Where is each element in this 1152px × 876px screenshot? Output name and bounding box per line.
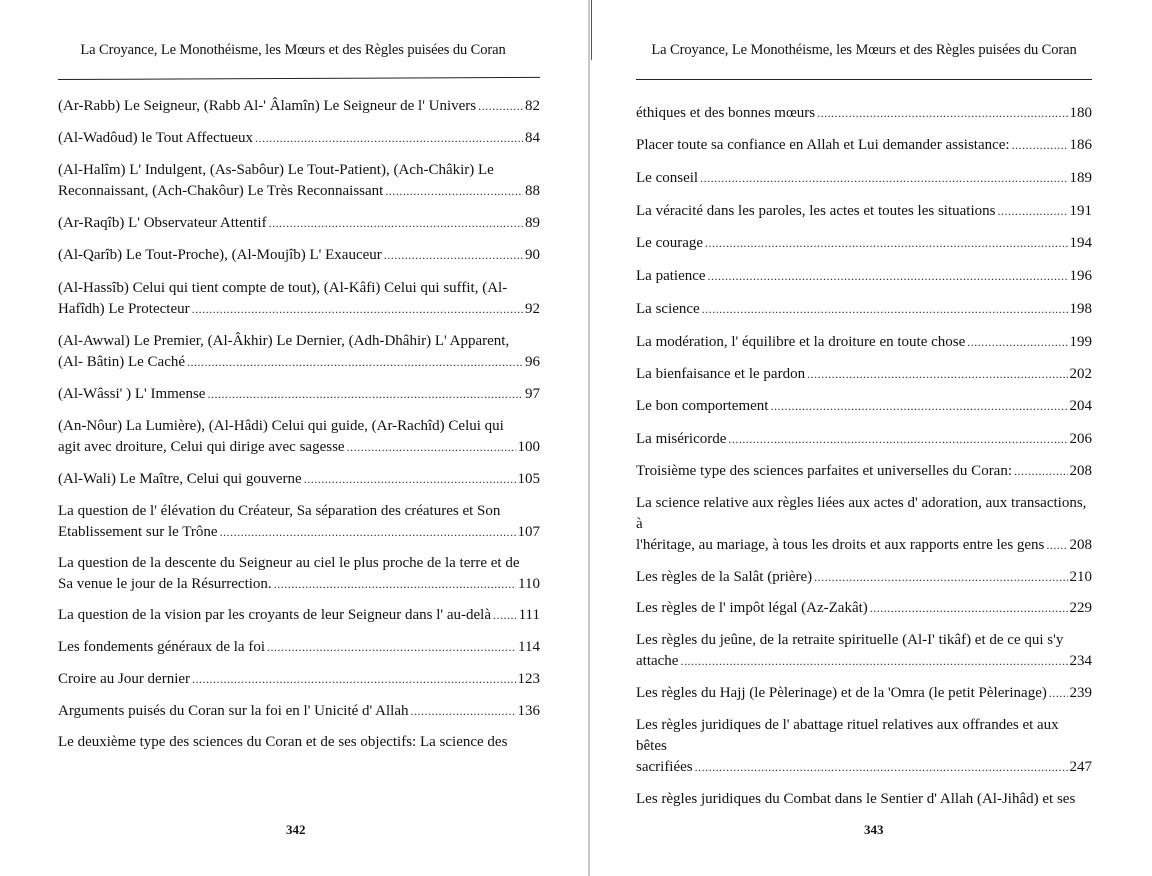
dot-leader bbox=[385, 181, 523, 202]
dot-leader bbox=[187, 352, 523, 373]
dot-leader bbox=[192, 669, 515, 690]
toc-entry-text: Sa venue le jour de la Résurrection. bbox=[58, 576, 272, 592]
toc-page-number: 208 bbox=[1069, 537, 1092, 553]
toc-entry-text: La question de la descente du Seigneur au ciel le plus proche de la terre et de bbox=[58, 555, 520, 571]
toc-entry-text: La question de la vision par les croyants de leur Seigneur dans l' au-delà bbox=[58, 607, 491, 623]
dot-leader bbox=[255, 128, 523, 149]
toc-entry-text: (An-Nôur) La Lumière), (Al-Hâdi) Celui qui guide, (Ar-Rachîd) Celui qui bbox=[58, 418, 504, 434]
toc-entry-text: Le courage bbox=[636, 235, 704, 251]
toc-page-number: 204 bbox=[1069, 398, 1092, 414]
toc-entry[interactable] bbox=[58, 669, 540, 690]
header-rule bbox=[636, 79, 1092, 80]
toc-entry-text: Placer toute sa confiance en Allah et Lui demander assistance: bbox=[636, 137, 1010, 153]
toc-entry[interactable] bbox=[636, 103, 1092, 124]
page-number: 342 bbox=[286, 822, 306, 837]
toc-entry-text: Les règles du jeûne, de la retraite spirituelle (Al-I' tikâf) et de ce qui s'y bbox=[636, 632, 1064, 648]
toc-entry-text: Les règles de la Salât (prière) bbox=[636, 569, 813, 585]
toc-entry[interactable] bbox=[58, 732, 540, 753]
toc-entry-text: Le bon comportement bbox=[636, 398, 769, 414]
toc-entry[interactable] bbox=[58, 553, 540, 595]
toc-page-number: 210 bbox=[1069, 569, 1092, 585]
toc-entry-text: Les règles juridiques du Combat dans le Sentier d' Allah (Al-Jihâd) et ses bbox=[636, 791, 1076, 807]
toc-page-number: 196 bbox=[1069, 268, 1092, 284]
running-header: La Croyance, Le Monothéisme, les Mœurs et des Règles puisées du Coran bbox=[651, 42, 1077, 58]
toc-page-number: 206 bbox=[1069, 431, 1092, 447]
toc-page-number: 202 bbox=[1069, 366, 1092, 382]
toc-entry-text: (Ar-Raqîb) L' Observateur Attentif bbox=[58, 215, 267, 231]
dot-leader bbox=[1046, 535, 1067, 556]
toc-entry[interactable] bbox=[58, 128, 540, 149]
dot-leader bbox=[814, 567, 1067, 588]
toc-page-number: 96 bbox=[525, 354, 540, 370]
table-of-contents bbox=[58, 96, 540, 753]
toc-entry[interactable] bbox=[58, 416, 540, 458]
toc-entry-text: La patience bbox=[636, 268, 706, 284]
toc-entry-text: Reconnaissant, (Ach-Chakôur) Le Très Reconnaissant bbox=[58, 183, 384, 199]
toc-entry-text: Hafîdh) Le Protecteur bbox=[58, 301, 190, 317]
toc-entry-text: éthiques et des bonnes mœurs bbox=[636, 105, 816, 121]
table-of-contents bbox=[636, 103, 1092, 810]
dot-leader bbox=[478, 96, 523, 117]
dot-leader bbox=[207, 384, 523, 405]
toc-entry-text: (Ar-Rabb) Le Seigneur, (Rabb Al-' Âlamîn) Le Seigneur de l' Univers bbox=[58, 98, 477, 114]
toc-entry[interactable] bbox=[58, 605, 540, 626]
toc-entry[interactable] bbox=[636, 266, 1092, 287]
toc-entry-text: (Al-Wadôud) le Tout Affectueux bbox=[58, 130, 254, 146]
toc-entry-text: l'héritage, au mariage, à tous les droits et aux rapports entre les gens bbox=[636, 537, 1045, 553]
dot-leader bbox=[708, 266, 1068, 287]
toc-entry-text: La science bbox=[636, 301, 700, 317]
dot-leader bbox=[493, 605, 517, 626]
toc-entry[interactable] bbox=[58, 701, 540, 722]
toc-entry[interactable] bbox=[58, 96, 540, 117]
toc-entry-text: (Al-Hassîb) Celui qui tient compte de tout), (Al-Kâfi) Celui qui suffit, (Al- bbox=[58, 280, 508, 296]
toc-page-number: 136 bbox=[517, 703, 540, 719]
toc-entry[interactable] bbox=[58, 245, 540, 266]
toc-page-number: 234 bbox=[1069, 653, 1092, 669]
toc-page-number: 199 bbox=[1069, 334, 1092, 350]
toc-page-number: 194 bbox=[1069, 235, 1092, 251]
toc-entry[interactable] bbox=[636, 598, 1092, 619]
toc-entry-text: attache bbox=[636, 653, 679, 669]
page-number: 343 bbox=[864, 822, 884, 837]
toc-entry-text: Les règles du Hajj (le Pèlerinage) et de la 'Omra (le petit Pèlerinage) bbox=[636, 685, 1047, 701]
toc-page-number: 89 bbox=[525, 215, 540, 231]
book-gutter bbox=[588, 0, 590, 876]
gutter-shadow bbox=[591, 0, 592, 60]
right-page bbox=[636, 0, 1092, 876]
toc-entry[interactable] bbox=[636, 493, 1092, 556]
dot-leader bbox=[192, 299, 523, 320]
dot-leader bbox=[1049, 683, 1068, 704]
toc-entry[interactable] bbox=[58, 278, 540, 320]
left-page bbox=[58, 0, 540, 876]
toc-page-number: 239 bbox=[1069, 685, 1092, 701]
toc-entry[interactable] bbox=[636, 789, 1092, 810]
toc-entry-text: sacrifiées bbox=[636, 759, 693, 775]
toc-entry-text: (Al-Halîm) L' Indulgent, (As-Sabôur) Le Tout-Patient), (Ach-Châkir) Le bbox=[58, 162, 494, 178]
dot-leader bbox=[220, 522, 516, 543]
toc-page-number: 110 bbox=[518, 576, 540, 592]
toc-page-number: 247 bbox=[1069, 759, 1092, 775]
toc-entry[interactable] bbox=[636, 201, 1092, 222]
toc-page-number: 189 bbox=[1069, 170, 1092, 186]
toc-entry-text: La miséricorde bbox=[636, 431, 727, 447]
toc-entry[interactable] bbox=[636, 461, 1092, 482]
toc-entry[interactable] bbox=[58, 501, 540, 543]
toc-page-number: 111 bbox=[518, 607, 540, 623]
toc-entry-text: Troisième type des sciences parfaites et universelles du Coran: bbox=[636, 463, 1013, 479]
dot-leader bbox=[347, 437, 516, 458]
toc-entry[interactable] bbox=[636, 299, 1092, 320]
toc-entry-text: La question de l' élévation du Créateur, Sa séparation des créatures et Son bbox=[58, 503, 501, 519]
toc-entry-text: (Al-Awwal) Le Premier, (Al-Âkhir) Le Dernier, (Adh-Dhâhir) L' Apparent, bbox=[58, 333, 510, 349]
toc-entry-text: (Al-Wali) Le Maître, Celui qui gouverne bbox=[58, 471, 302, 487]
toc-entry-text: Les fondements généraux de la foi bbox=[58, 639, 266, 655]
toc-entry[interactable] bbox=[58, 160, 540, 202]
toc-page-number: 82 bbox=[525, 98, 540, 114]
dot-leader bbox=[411, 701, 516, 722]
toc-entry[interactable] bbox=[636, 715, 1092, 778]
dot-leader bbox=[700, 168, 1067, 189]
toc-entry[interactable] bbox=[636, 683, 1092, 704]
dot-leader bbox=[695, 757, 1068, 778]
header-rule bbox=[58, 77, 540, 80]
dot-leader bbox=[770, 396, 1067, 417]
dot-leader bbox=[274, 574, 516, 595]
toc-entry[interactable] bbox=[58, 384, 540, 405]
toc-page-number: 107 bbox=[517, 524, 540, 540]
toc-entry[interactable] bbox=[636, 332, 1092, 353]
dot-leader bbox=[997, 201, 1067, 222]
toc-entry[interactable] bbox=[58, 469, 540, 490]
dot-leader bbox=[304, 469, 516, 490]
toc-entry-text: Arguments puisés du Coran sur la foi en l' Unicité d' Allah bbox=[58, 703, 409, 719]
toc-entry-text: agit avec droiture, Celui qui dirige avec sagesse bbox=[58, 439, 345, 455]
toc-entry-text: La science relative aux règles liées aux actes d' adoration, aux transactions, à bbox=[636, 495, 1087, 532]
toc-entry-text: Le conseil bbox=[636, 170, 699, 186]
toc-entry[interactable] bbox=[636, 135, 1092, 156]
toc-entry-text: (Al-Qarîb) Le Tout-Proche), (Al-Moujîb) L' Exauceur bbox=[58, 247, 382, 263]
toc-entry-text: La bienfaisance et le pardon bbox=[636, 366, 806, 382]
toc-page-number: 191 bbox=[1069, 203, 1092, 219]
toc-page-number: 97 bbox=[525, 386, 540, 402]
dot-leader bbox=[705, 233, 1067, 254]
toc-page-number: 186 bbox=[1069, 137, 1092, 153]
toc-entry[interactable] bbox=[636, 630, 1092, 672]
toc-entry[interactable] bbox=[58, 213, 540, 234]
toc-entry-text: Les règles juridiques de l' abattage rituel relatives aux offrandes et aux bêtes bbox=[636, 717, 1059, 754]
toc-entry[interactable] bbox=[636, 233, 1092, 254]
dot-leader bbox=[384, 245, 523, 266]
toc-page-number: 92 bbox=[525, 301, 540, 317]
toc-entry[interactable] bbox=[636, 429, 1092, 450]
toc-entry-text: La véracité dans les paroles, les actes et toutes les situations bbox=[636, 203, 996, 219]
toc-entry[interactable] bbox=[58, 331, 540, 373]
toc-page-number: 198 bbox=[1069, 301, 1092, 317]
dot-leader bbox=[267, 637, 516, 658]
toc-entry[interactable] bbox=[636, 364, 1092, 385]
toc-page-number: 105 bbox=[517, 471, 540, 487]
toc-entry-text: La modération, l' équilibre et la droiture en toute chose bbox=[636, 334, 966, 350]
dot-leader bbox=[680, 651, 1067, 672]
toc-entry[interactable] bbox=[636, 168, 1092, 189]
toc-entry-text: (Al-Wâssi' ) L' Immense bbox=[58, 386, 206, 402]
dot-leader bbox=[1012, 135, 1068, 156]
dot-leader bbox=[807, 364, 1067, 385]
dot-leader bbox=[817, 103, 1067, 124]
toc-page-number: 100 bbox=[517, 439, 540, 455]
toc-entry-text: Croire au Jour dernier bbox=[58, 671, 191, 687]
toc-page-number: 123 bbox=[517, 671, 540, 687]
toc-page-number: 114 bbox=[518, 639, 540, 655]
dot-leader bbox=[728, 429, 1067, 450]
toc-entry[interactable] bbox=[58, 637, 540, 658]
running-header: La Croyance, Le Monothéisme, les Mœurs et des Règles puisées du Coran bbox=[80, 42, 506, 58]
toc-page-number: 180 bbox=[1069, 105, 1092, 121]
toc-page-number: 90 bbox=[525, 247, 540, 263]
toc-page-number: 208 bbox=[1069, 463, 1092, 479]
dot-leader bbox=[1014, 461, 1067, 482]
toc-entry-text: (Al- Bâtin) Le Caché bbox=[58, 354, 186, 370]
toc-page-number: 229 bbox=[1069, 600, 1092, 616]
toc-entry-text: Les règles de l' impôt légal (Az-Zakât) bbox=[636, 600, 868, 616]
toc-page-number: 84 bbox=[525, 130, 540, 146]
dot-leader bbox=[702, 299, 1068, 320]
dot-leader bbox=[870, 598, 1068, 619]
toc-entry[interactable] bbox=[636, 567, 1092, 588]
toc-page-number: 88 bbox=[525, 183, 540, 199]
toc-entry[interactable] bbox=[636, 396, 1092, 417]
dot-leader bbox=[269, 213, 523, 234]
toc-entry-text: Le deuxième type des sciences du Coran et de ses objectifs: La science des bbox=[58, 734, 508, 750]
dot-leader bbox=[967, 332, 1067, 353]
toc-entry-text: Etablissement sur le Trône bbox=[58, 524, 218, 540]
